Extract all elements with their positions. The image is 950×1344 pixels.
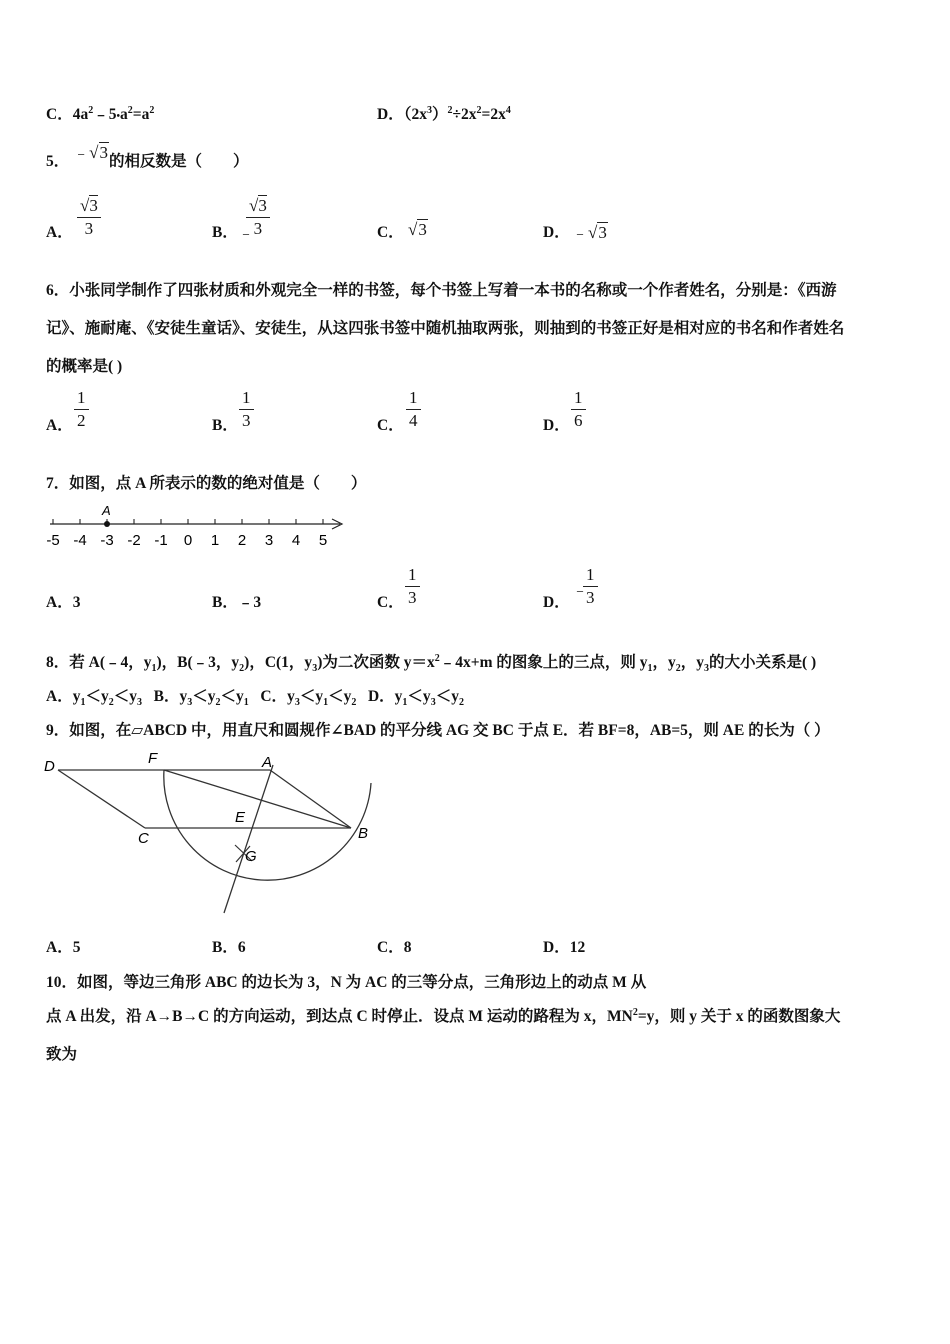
q5-option-b-label[interactable]: B． (212, 224, 238, 241)
q7-option-d-fraction (583, 565, 598, 608)
q8-text-g: ，y (680, 654, 705, 671)
sqrt-icon: √ (588, 223, 598, 242)
q8-sup: 2 (434, 652, 440, 664)
segment-ab (270, 770, 351, 828)
label-c: C (138, 830, 149, 847)
q10-line2 (46, 1004, 840, 1026)
q5-b-num: 3 (258, 196, 267, 215)
segment-dc (58, 770, 145, 828)
q7-d-den: 3 (586, 588, 595, 607)
label-g: G (245, 848, 257, 865)
q4-c-mid: ﹣5 (93, 106, 117, 123)
q8-option-a[interactable]: A．$y_1<y_2<y_3$ (46, 688, 142, 709)
q9-option-a[interactable]: A．5 (46, 939, 81, 956)
label-a: A (262, 754, 273, 771)
q5-option-c-radical (408, 220, 428, 240)
q8-option-b[interactable]: B．$y_3<y_2<y_1$ (153, 688, 249, 709)
q4-d-mid: ÷2x (452, 106, 477, 123)
q5-a-num: 3 (89, 196, 98, 215)
q5-radicand: 3 (99, 143, 108, 162)
q5-option-a-label[interactable]: A． (46, 224, 73, 241)
q5-option-d-radical (572, 220, 608, 243)
q4-c-dot: • (116, 111, 120, 122)
q5-minus: ﹣ (73, 145, 90, 162)
q6-option-b-label[interactable]: B． (212, 417, 238, 434)
q7-c-num: 1 (408, 565, 417, 584)
point-a-marker (104, 521, 110, 527)
q4-d-sup1: 3 (426, 104, 432, 116)
tick-label: 4 (291, 532, 301, 549)
q4-c-end: =a (132, 106, 150, 123)
segment-fb (164, 770, 351, 828)
q8-text-c: )，C(1，y (244, 654, 313, 671)
q5-text: 的相反数是（ ） (109, 153, 249, 170)
q4-d-sup4: 4 (505, 104, 511, 116)
number-line-figure (40, 502, 350, 554)
q8-options-row (46, 684, 464, 708)
q7-d-num: 1 (586, 565, 595, 584)
q5-c-radicand: 3 (418, 220, 427, 239)
q9-option-b[interactable]: B．6 (212, 939, 246, 956)
q4-c-sup1: 2 (88, 104, 94, 116)
q4-c-a: a (119, 106, 128, 123)
q6-option-d-fraction (571, 388, 586, 431)
q5-option-c-label[interactable]: C． (377, 224, 404, 241)
q4-d-sup2: 2 (447, 104, 453, 116)
q6-line1: 6．小张同学制作了四张材质和外观完全一样的书签，每个书签上写着一本书的名称或一个作者姓名，分别是：《西游 (46, 282, 837, 299)
q4-d-end: =2x (481, 106, 506, 123)
tick-label: 1 (210, 532, 220, 549)
q7-d-minus: ﹣ (572, 582, 589, 599)
q8-s1: 1 (151, 663, 157, 675)
q8-text-a: 8．若 A(﹣4，y (46, 654, 152, 671)
q6-b-den: 3 (242, 411, 251, 430)
q10-line2-sup: 2 (632, 1006, 638, 1018)
q8-text-d: )为二次函数 y＝x (317, 654, 435, 671)
q8-option-c[interactable]: C．$y_3<y_1<y_2$ (260, 688, 357, 709)
q7-option-c-fraction (405, 565, 420, 608)
q6-b-num: 1 (242, 388, 251, 407)
q4-option-d-text: D．（2x (377, 106, 427, 123)
q7-option-c-label[interactable]: C． (377, 594, 404, 611)
sqrt-icon: √ (408, 220, 418, 239)
q5-a-den: 3 (84, 219, 94, 238)
q10-line3: 致为 (46, 1046, 78, 1063)
q5-stem (46, 143, 249, 171)
tick-label: -1 (154, 532, 168, 549)
sqrt-icon: √ (89, 143, 99, 162)
q8-stem (46, 650, 816, 674)
q6-option-d-label[interactable]: D． (543, 417, 570, 434)
q7-c-den: 3 (408, 588, 417, 607)
q8-s2: 2 (239, 663, 245, 675)
q9-option-d[interactable]: D．12 (543, 939, 586, 956)
tick-label: 5 (318, 532, 328, 549)
q6-line2: 记》、施耐庵、《安徒生童话》、安徒生，从这四张书签中随机抽取两张，则抽到的书签正好是相对应的书名和作者姓名 (46, 320, 845, 337)
tick-label: -5 (46, 532, 60, 549)
q8-text-f: ，y (652, 654, 676, 671)
q10-line1: 10．如图，等边三角形 ABC 的边长为 3，N 为 AC 的三等分点，三角形边上的动点 M 从 (46, 974, 647, 991)
q8-text-h: 的大小关系是( ) (709, 654, 817, 671)
q5-option-d-label[interactable]: D． (543, 224, 570, 241)
tick-label: -2 (127, 532, 141, 549)
q7-b-value: ﹣3 (237, 594, 262, 611)
q5-b-den: 3 (253, 219, 263, 238)
q7-option-b[interactable] (212, 590, 261, 612)
q5-option-a-fraction (77, 196, 101, 239)
q8-s3: 3 (312, 663, 318, 675)
label-e: E (235, 809, 246, 826)
q8-text-e: ﹣4x+m 的图象上的三点，则 y (439, 654, 648, 671)
bisector-ag (224, 765, 273, 913)
label-f: F (148, 750, 158, 767)
q6-c-num: 1 (409, 388, 418, 407)
q6-option-a-fraction (74, 388, 89, 431)
tick-label: 0 (183, 532, 193, 549)
sqrt-icon: √ (80, 196, 90, 215)
q6-line3: 的概率是( ) (46, 358, 123, 375)
q6-option-b-fraction (239, 388, 254, 431)
q9-option-c[interactable]: C．8 (377, 939, 412, 956)
q8-text-b: )，B(﹣3，y (156, 654, 240, 671)
q7-a-label: A． (46, 594, 73, 611)
tick-label: 3 (264, 532, 274, 549)
tick-label: -3 (100, 532, 114, 549)
q6-d-num: 1 (574, 388, 583, 407)
q9-stem: 9．如图，在▱ABCD 中，用直尺和圆规作∠BAD 的平分线 AG 交 BC 于点 E．若 BF=8，AB=5，则 AE 的长为（ ） (46, 722, 830, 739)
point-a-label: A (102, 503, 111, 518)
q8-s4: 1 (647, 663, 653, 675)
q4-c-sup2: 2 (127, 104, 133, 116)
q5-b-minus: ﹣ (238, 225, 255, 242)
q8-s5: 2 (675, 663, 681, 675)
q5-d-radicand: 3 (598, 223, 607, 242)
q6-d-den: 6 (574, 411, 583, 430)
q8-s6: 3 (704, 663, 710, 675)
label-d: D (44, 758, 55, 775)
q4-option-c[interactable] (46, 102, 154, 124)
q7-b-label: B． (212, 594, 238, 611)
q5-option-b-fraction (246, 196, 270, 239)
q6-a-num: 1 (77, 388, 86, 407)
q7-option-a[interactable] (46, 590, 80, 612)
q4-option-d[interactable] (377, 102, 511, 124)
q10-line2-b: =y，则 y 关于 x 的函数图象大 (637, 1008, 841, 1025)
q6-option-c-label[interactable]: C． (377, 417, 404, 434)
q6-option-c-fraction (406, 388, 421, 431)
parallelogram-figure (40, 745, 385, 925)
q6-c-den: 4 (409, 411, 418, 430)
q4-d-close: ） (431, 106, 448, 123)
q6-option-a-label[interactable]: A． (46, 417, 73, 434)
q4-d-sup3: 2 (476, 104, 482, 116)
q8-option-d[interactable]: D．$y_1<y_3<y_2$ (367, 688, 464, 709)
q7-stem: 7．如图，点 A 所表示的数的绝对值是（ ） (46, 475, 367, 492)
q5-number: 5． (46, 153, 70, 170)
q4-c-sup3: 2 (149, 104, 155, 116)
q6-a-den: 2 (77, 411, 86, 430)
label-b: B (358, 825, 369, 842)
q7-a-value: 3 (72, 594, 81, 611)
q10-line2-a: 点 A 出发，沿 A→B→C 的方向运动，到达点 C 时停止．设点 M 运动的路程为 x，MN (46, 1008, 633, 1025)
q5-radical (89, 143, 109, 162)
q4-option-c-text: C．4a (46, 106, 89, 123)
q7-option-d-label[interactable]: D． (543, 594, 570, 611)
sqrt-icon: √ (249, 196, 259, 215)
tick-label: 2 (237, 532, 247, 549)
tick-label: -4 (73, 532, 87, 549)
q5-d-minus: ﹣ (572, 225, 589, 242)
